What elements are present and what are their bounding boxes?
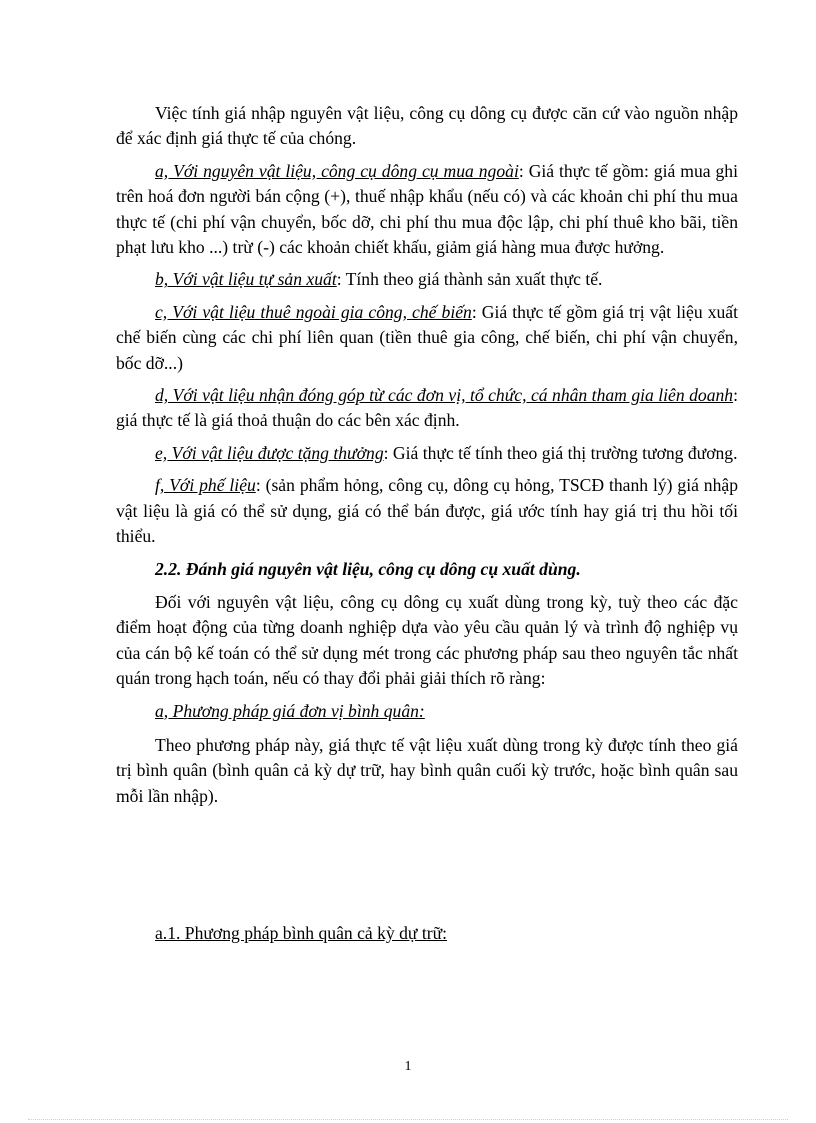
- paragraph-self-produced-label: b, Với vật liệu tự sản xuất: [155, 269, 337, 290]
- page-bottom-divider: [28, 1119, 788, 1120]
- paragraph-average-method: [116, 733, 738, 809]
- paragraph-export-methods-text: Đối với nguyên vật liệu, công cụ dông cụ xuất dùng trong kỳ, tuỳ theo các đặc điểm hoạt động của từng doanh nghiệp dựa vào yêu cầu quản lý và trình độ nghiệp vụ của cán bộ kế toán có thể sử dụng mét trong các phương pháp sau theo nguyên tắc nhất quán trong hạch toán, nếu có thay đổi phải giải thích rõ ràng:: [116, 591, 738, 689]
- paragraph-contributed-label: d, Với vật liệu nhận đóng góp từ các đơn vị, tổ chức, cá nhân tham gia liên doanh: [155, 385, 734, 406]
- paragraph-self-produced-text: : Tính theo giá thành sản xuất thực tế.: [336, 269, 603, 290]
- paragraph-outsourced: [116, 300, 738, 376]
- paragraph-self-produced: [116, 267, 738, 292]
- page-number: 1: [404, 1059, 412, 1074]
- paragraph-outsourced-text: : Giá thực tế gồm giá trị vật liệu xuất chế biến cùng các chi phí liên quan (tiền thuê gia công, chế biến, chi phí vận chuyển, bốc dỡ...): [116, 301, 738, 373]
- paragraph-average-method-text: Theo phương pháp này, giá thực tế vật liệu xuất dùng trong kỳ được tính theo giá trị bình quân (bình quân cả kỳ dự trữ, hay bình quân cuối kỳ trước, hoặc bình quân sau mỗi lần nhập).: [116, 734, 738, 806]
- paragraph-intro-text: Việc tính giá nhập nguyên vật liệu, công cụ dông cụ được căn cứ vào nguồn nhập để xác định giá thực tế của chóng.: [116, 103, 738, 149]
- paragraph-intro: [116, 101, 738, 152]
- paragraph-gifted: [116, 441, 738, 466]
- paragraph-contributed-text: : giá thực tế là giá thoả thuận do các bên xác định.: [116, 385, 738, 431]
- paragraph-scrap-text: : (sản phẩm hỏng, công cụ, dông cụ hỏng, TSCĐ thanh lý) giá nhập vật liệu là giá có thể sử dụng, giá có thể bán được, giá ước tính hay giá trị thu hồi tối thiểu.: [116, 475, 738, 547]
- paragraph-outsourced-label: c, Với vật liệu thuê ngoài gia công, chế biến: [155, 301, 472, 322]
- paragraph-export-methods: [116, 590, 738, 692]
- paragraph-scrap: [116, 473, 738, 549]
- paragraph-purchased-text: : Giá thực tế gồm: giá mua ghi trên hoá đơn người bán cộng (+), thuế nhập khẩu (nếu có) và các khoản chi phí thu mua thực tế (chi phí vận chuyển, bốc dỡ, chi phí thu mua độc lập, chi phí thuê kho bãi, tiền phạt lưu kho ...) trừ (-) các khoản chiết khấu, giảm giá hàng mua được hưởng.: [116, 160, 738, 258]
- paragraph-gifted-text: : Giá thực tế tính theo giá thị trường tương đương.: [383, 442, 738, 463]
- method-heading: [116, 699, 738, 724]
- paragraph-contributed: [116, 383, 738, 434]
- paragraph-purchased: [116, 159, 738, 261]
- paragraph-scrap-label: f, Với phế liệu: [155, 475, 256, 496]
- section-heading: 2.2. Đánh giá nguyên vật liệu, công cụ dông cụ xuất dùng.: [155, 558, 581, 579]
- method-heading-text: a, Phương pháp giá đơn vị bình quân:: [155, 700, 425, 721]
- paragraph-purchased-label: a, Với nguyên vật liệu, công cụ dông cụ mua ngoài: [155, 160, 519, 181]
- sub-method-heading: a.1. Phương pháp bình quân cả kỳ dự trữ:: [155, 923, 447, 943]
- paragraph-gifted-label: e, Với vật liệu được tặng thưởng: [155, 442, 384, 463]
- document-body: [116, 101, 738, 816]
